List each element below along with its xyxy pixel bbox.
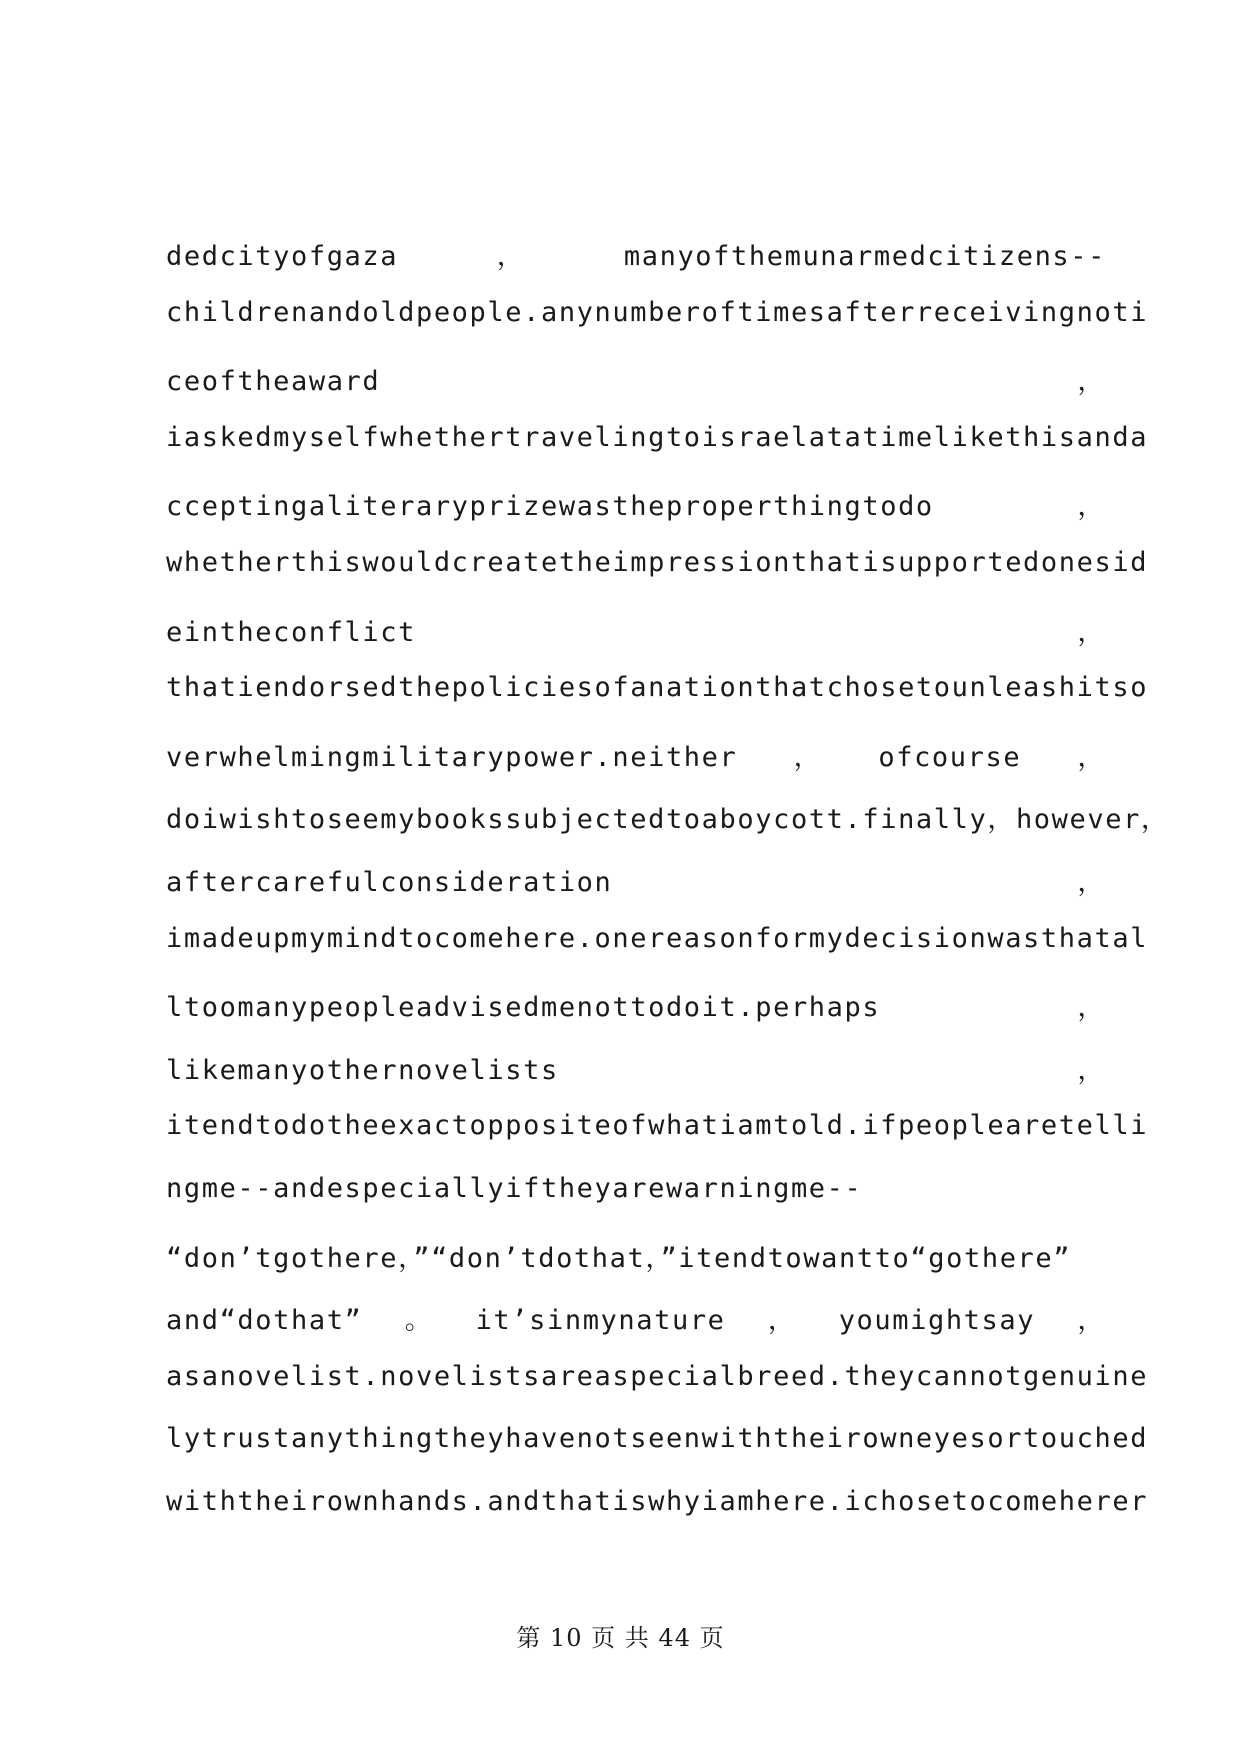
text-line xyxy=(166,296,1149,360)
text-line xyxy=(166,1360,1149,1424)
text-segment: youmightsay xyxy=(838,1305,1036,1337)
text-segment: ， xyxy=(1077,992,1106,1024)
text-line xyxy=(166,922,1149,986)
text-line xyxy=(166,1048,1106,1111)
text-segment: manyofthemunarmedcitizens-- xyxy=(623,241,1106,272)
text-segment: iaskedmyselfwhethertravelingtoisraelatatimelikethisanda xyxy=(166,421,1149,453)
text-segment: cceptingaliteraryprizewastheproperthingtodo xyxy=(166,491,934,523)
text-line xyxy=(166,1423,1149,1486)
text-line xyxy=(166,1298,1106,1361)
text-segment: aftercarefulconsideration xyxy=(166,866,613,898)
text-line xyxy=(166,1110,1149,1173)
page-number-footer: 第 10 页 共 44 页 xyxy=(516,1624,725,1652)
text-line xyxy=(166,860,1106,923)
text-segment: ， xyxy=(1077,741,1106,773)
text-segment: dedcityofgaza xyxy=(166,241,399,272)
text-line xyxy=(166,359,1106,422)
text-segment: ， xyxy=(496,241,526,272)
text-line xyxy=(166,421,1149,485)
text-segment: ， xyxy=(767,1305,797,1337)
text-line xyxy=(166,1485,1149,1549)
text-segment: ， xyxy=(1077,1305,1106,1337)
text-line xyxy=(166,735,1106,798)
text-segment: itendtodotheexactoppositeofwhatiamtold.ifpeoplearetelli xyxy=(166,1110,1149,1142)
text-segment: withtheirownhands.andthatiswhyiamhere.ichosetocomeherer xyxy=(166,1485,1149,1517)
text-segment: ， xyxy=(1077,1054,1106,1086)
text-segment: childrenandoldpeople.anynumberoftimesafterreceivingnoti xyxy=(166,296,1149,328)
body-text xyxy=(166,234,1170,1548)
text-segment: ， xyxy=(1077,866,1106,898)
text-segment: ， xyxy=(793,741,823,773)
text-line xyxy=(166,546,1149,610)
text-segment: ofcourse xyxy=(878,741,1022,773)
text-segment: ， xyxy=(1077,616,1106,648)
text-segment: thatiendorsedthepoliciesofanationthatchosetounleashitso xyxy=(166,672,1149,704)
text-segment: ， xyxy=(1077,491,1106,523)
text-segment: likemanyothernovelists xyxy=(166,1054,559,1086)
text-segment: lytrustanythingtheyhavenotseenwiththeirowneyesortouched xyxy=(166,1423,1149,1455)
text-segment: ltoomanypeopleadvisedmenottodoit.perhaps xyxy=(166,992,881,1024)
text-line xyxy=(166,672,1149,735)
text-segment: 。 xyxy=(404,1305,434,1337)
text-segment: asanovelist.novelistsareaspecialbreed.theycannotgenuine xyxy=(166,1360,1149,1392)
text-line xyxy=(166,985,1106,1048)
text-segment: eintheconflict xyxy=(166,616,416,648)
text-line xyxy=(166,1173,1106,1236)
text-segment: and“dothat” xyxy=(166,1305,363,1337)
text-line xyxy=(166,234,1106,297)
text-segment: imadeupmymindtocomehere.onereasonformydecisionwasthatal xyxy=(166,922,1149,954)
text-segment: doiwishtoseemybookssubjectedtoaboycott.finally，however， xyxy=(166,804,1170,836)
text-segment: it’sinmynature xyxy=(475,1305,726,1337)
text-line xyxy=(166,610,1106,673)
text-line xyxy=(166,797,1170,860)
text-line xyxy=(166,484,1106,547)
text-segment: whetherthiswouldcreatetheimpressionthatisupportedonesid xyxy=(166,546,1149,578)
text-segment: ngme--andespeciallyiftheyarewarningme-- xyxy=(166,1172,863,1204)
text-segment: verwhelmingmilitarypower.neither xyxy=(166,741,738,773)
text-segment: ceoftheaward xyxy=(166,366,381,398)
text-segment: ， xyxy=(1077,366,1106,398)
text-line xyxy=(166,1236,1106,1299)
text-segment: “don’tgothere，”“don’tdothat，”itendtowantto“gothere” xyxy=(166,1242,1072,1274)
